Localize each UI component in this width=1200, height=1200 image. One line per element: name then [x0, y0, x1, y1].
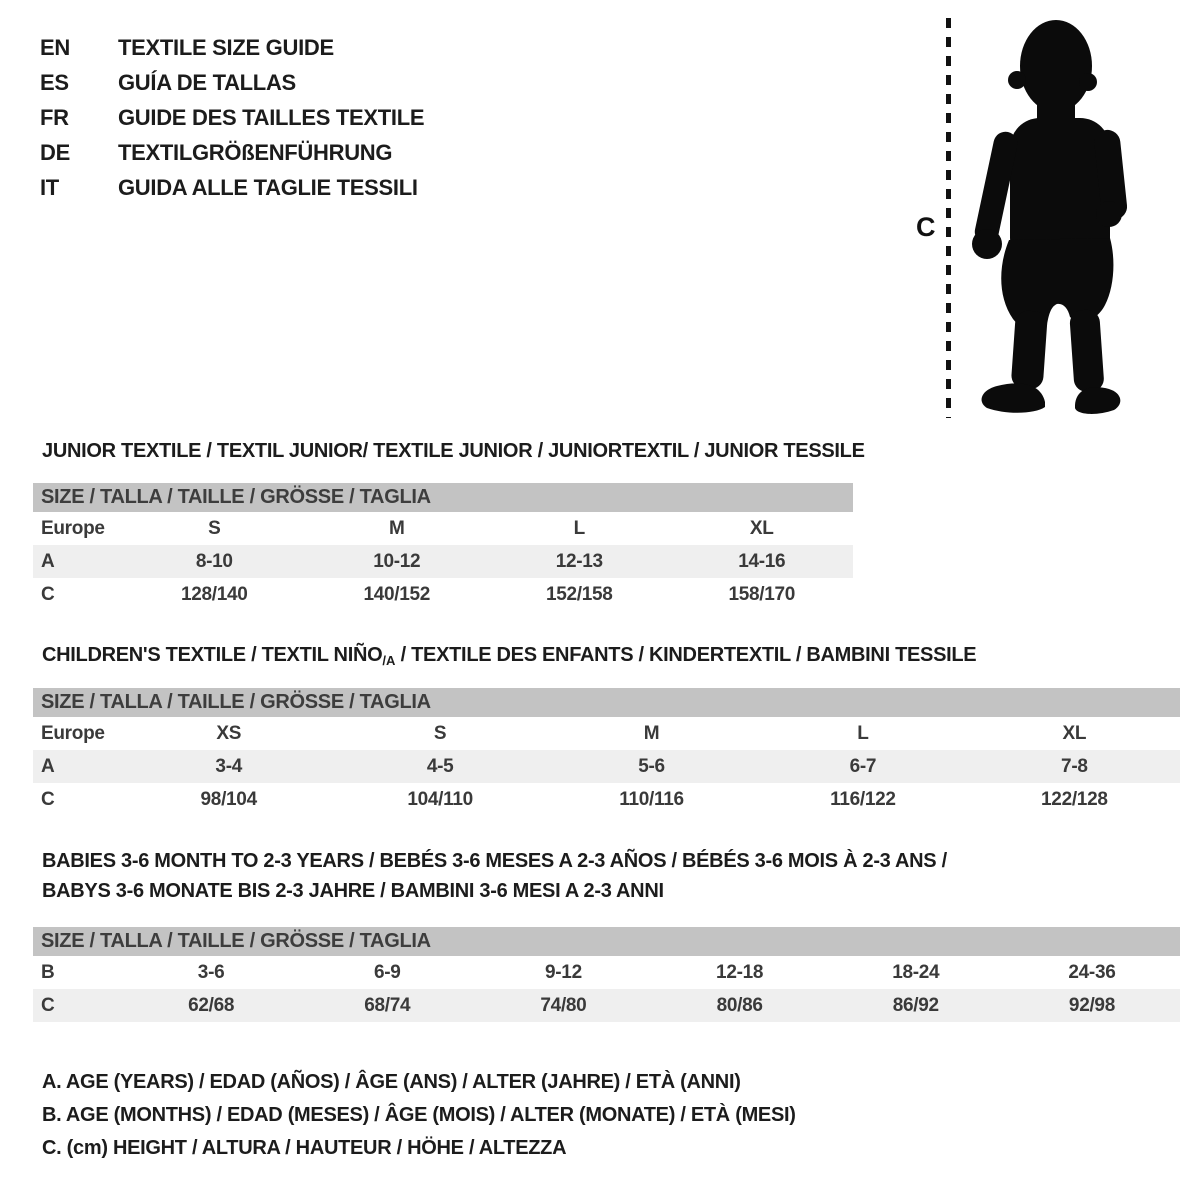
size-cell: 86/92 — [892, 994, 939, 1016]
size-cell: 6-9 — [373, 961, 401, 983]
size-cell: 4-5 — [426, 755, 454, 777]
row-label: C — [41, 788, 55, 810]
size-cell: L — [573, 517, 585, 539]
section-title-part: / TEXTILE DES ENFANTS / KINDERTEXTIL / BAMBINI TESSILE — [395, 644, 977, 666]
list-item — [40, 30, 424, 65]
list-item — [40, 100, 424, 135]
size-header-bar: SIZE / TALLA / TAILLE / GRÖSSE / TAGLIA — [33, 927, 1180, 956]
language-title: GUÍA DE TALLAS — [118, 69, 296, 95]
list-item — [40, 170, 424, 205]
size-cell: 8-10 — [195, 550, 233, 572]
size-cell: 104/110 — [407, 788, 473, 810]
size-cell: XS — [216, 722, 242, 744]
height-measure-label: C — [916, 212, 936, 242]
babies-section-title — [42, 846, 947, 906]
language-code: DE — [40, 139, 70, 165]
section-title-line: BABIES 3-6 MONTH TO 2-3 YEARS / BEBÉS 3-6 MESES A 2-3 AÑOS / BÉBÉS 3-6 MOIS À 2-3 ANS / — [42, 850, 947, 872]
row-label: C — [41, 994, 55, 1016]
language-title: TEXTILE SIZE GUIDE — [118, 34, 334, 60]
language-title: GUIDE DES TAILLES TEXTILE — [118, 104, 425, 130]
size-cell: 10-12 — [373, 550, 421, 572]
language-code: ES — [40, 69, 69, 95]
row-label: A — [41, 550, 55, 572]
table-row — [33, 578, 853, 611]
row-label: A — [41, 755, 55, 777]
size-cell: 12-13 — [555, 550, 603, 572]
table-row — [33, 750, 1180, 783]
size-cell: 9-12 — [545, 961, 582, 983]
section-title-subscript: /A — [382, 653, 396, 668]
size-cell: XL — [1062, 722, 1087, 744]
legend-line-b: B. AGE (MONTHS) / EDAD (MESES) / ÂGE (MOIS) / ALTER (MONATE) / ETÀ (MESI) — [42, 1104, 796, 1126]
table-row — [33, 717, 1180, 750]
size-cell: M — [643, 722, 660, 744]
size-cell: 140/152 — [363, 583, 431, 605]
size-cell: L — [857, 722, 869, 744]
size-cell: 12-18 — [716, 961, 764, 983]
size-header-bar: SIZE / TALLA / TAILLE / GRÖSSE / TAGLIA — [33, 688, 1180, 717]
language-code: IT — [40, 174, 59, 200]
size-cell: 24-36 — [1068, 961, 1116, 983]
height-measure-dashed-line — [946, 18, 951, 418]
table-row — [33, 545, 853, 578]
size-cell: 110/116 — [619, 788, 684, 810]
babies-size-table — [33, 927, 1180, 1022]
section-title-part: CHILDREN'S TEXTILE / TEXTIL NIÑO — [42, 644, 383, 666]
size-cell: 3-4 — [215, 755, 242, 777]
size-cell: S — [433, 722, 447, 744]
size-cell: 80/86 — [716, 994, 763, 1016]
size-cell: M — [388, 517, 405, 539]
size-header-bar: SIZE / TALLA / TAILLE / GRÖSSE / TAGLIA — [33, 483, 853, 512]
size-cell: 5-6 — [638, 755, 665, 777]
row-label: C — [41, 583, 55, 605]
children-section-title — [42, 640, 976, 676]
junior-size-table — [33, 483, 853, 611]
size-cell: XL — [749, 517, 774, 539]
size-cell: 7-8 — [1061, 755, 1088, 777]
legend-line-a: A. AGE (YEARS) / EDAD (AÑOS) / ÂGE (ANS) / ALTER (JAHRE) / ETÀ (ANNI) — [42, 1071, 741, 1093]
list-item — [40, 135, 424, 170]
language-code: EN — [40, 34, 70, 60]
size-cell: S — [208, 517, 221, 539]
toddler-silhouette-icon — [963, 16, 1133, 416]
size-cell: 92/98 — [1068, 994, 1115, 1016]
junior-section-title: JUNIOR TEXTILE / TEXTIL JUNIOR/ TEXTILE JUNIOR / JUNIORTEXTIL / JUNIOR TESSILE — [42, 440, 865, 462]
size-cell: 68/74 — [364, 994, 411, 1016]
row-label: Europe — [41, 517, 105, 539]
language-title: TEXTILGRÖßENFÜHRUNG — [118, 139, 393, 165]
row-label: B — [41, 961, 55, 983]
size-cell: 3-6 — [197, 961, 225, 983]
size-cell: 62/68 — [188, 994, 235, 1016]
size-cell: 152/158 — [545, 583, 613, 605]
size-cell: 74/80 — [540, 994, 587, 1016]
size-cell: 116/122 — [830, 788, 896, 810]
size-cell: 98/104 — [200, 788, 257, 810]
section-title-line: BABYS 3-6 MONATE BIS 2-3 JAHRE / BAMBINI 3-6 MESI A 2-3 ANNI — [42, 880, 664, 902]
measure-legend — [42, 1066, 796, 1165]
list-item — [40, 65, 424, 100]
size-cell: 18-24 — [892, 961, 940, 983]
table-row — [33, 783, 1180, 816]
table-row — [33, 956, 1180, 989]
size-cell: 14-16 — [738, 550, 786, 572]
table-row — [33, 512, 853, 545]
legend-line-c: C. (cm) HEIGHT / ALTURA / HAUTEUR / HÖHE / ALTEZZA — [42, 1137, 567, 1159]
language-title-list — [40, 30, 424, 205]
table-row — [33, 989, 1180, 1022]
language-title: GUIDA ALLE TAGLIE TESSILI — [118, 174, 418, 200]
size-cell: 6-7 — [849, 755, 877, 777]
size-cell: 158/170 — [728, 583, 796, 605]
size-cell: 122/128 — [1041, 788, 1108, 810]
children-size-table — [33, 688, 1180, 816]
row-label: Europe — [41, 722, 105, 744]
size-cell: 128/140 — [180, 583, 248, 605]
language-code: FR — [40, 104, 69, 130]
